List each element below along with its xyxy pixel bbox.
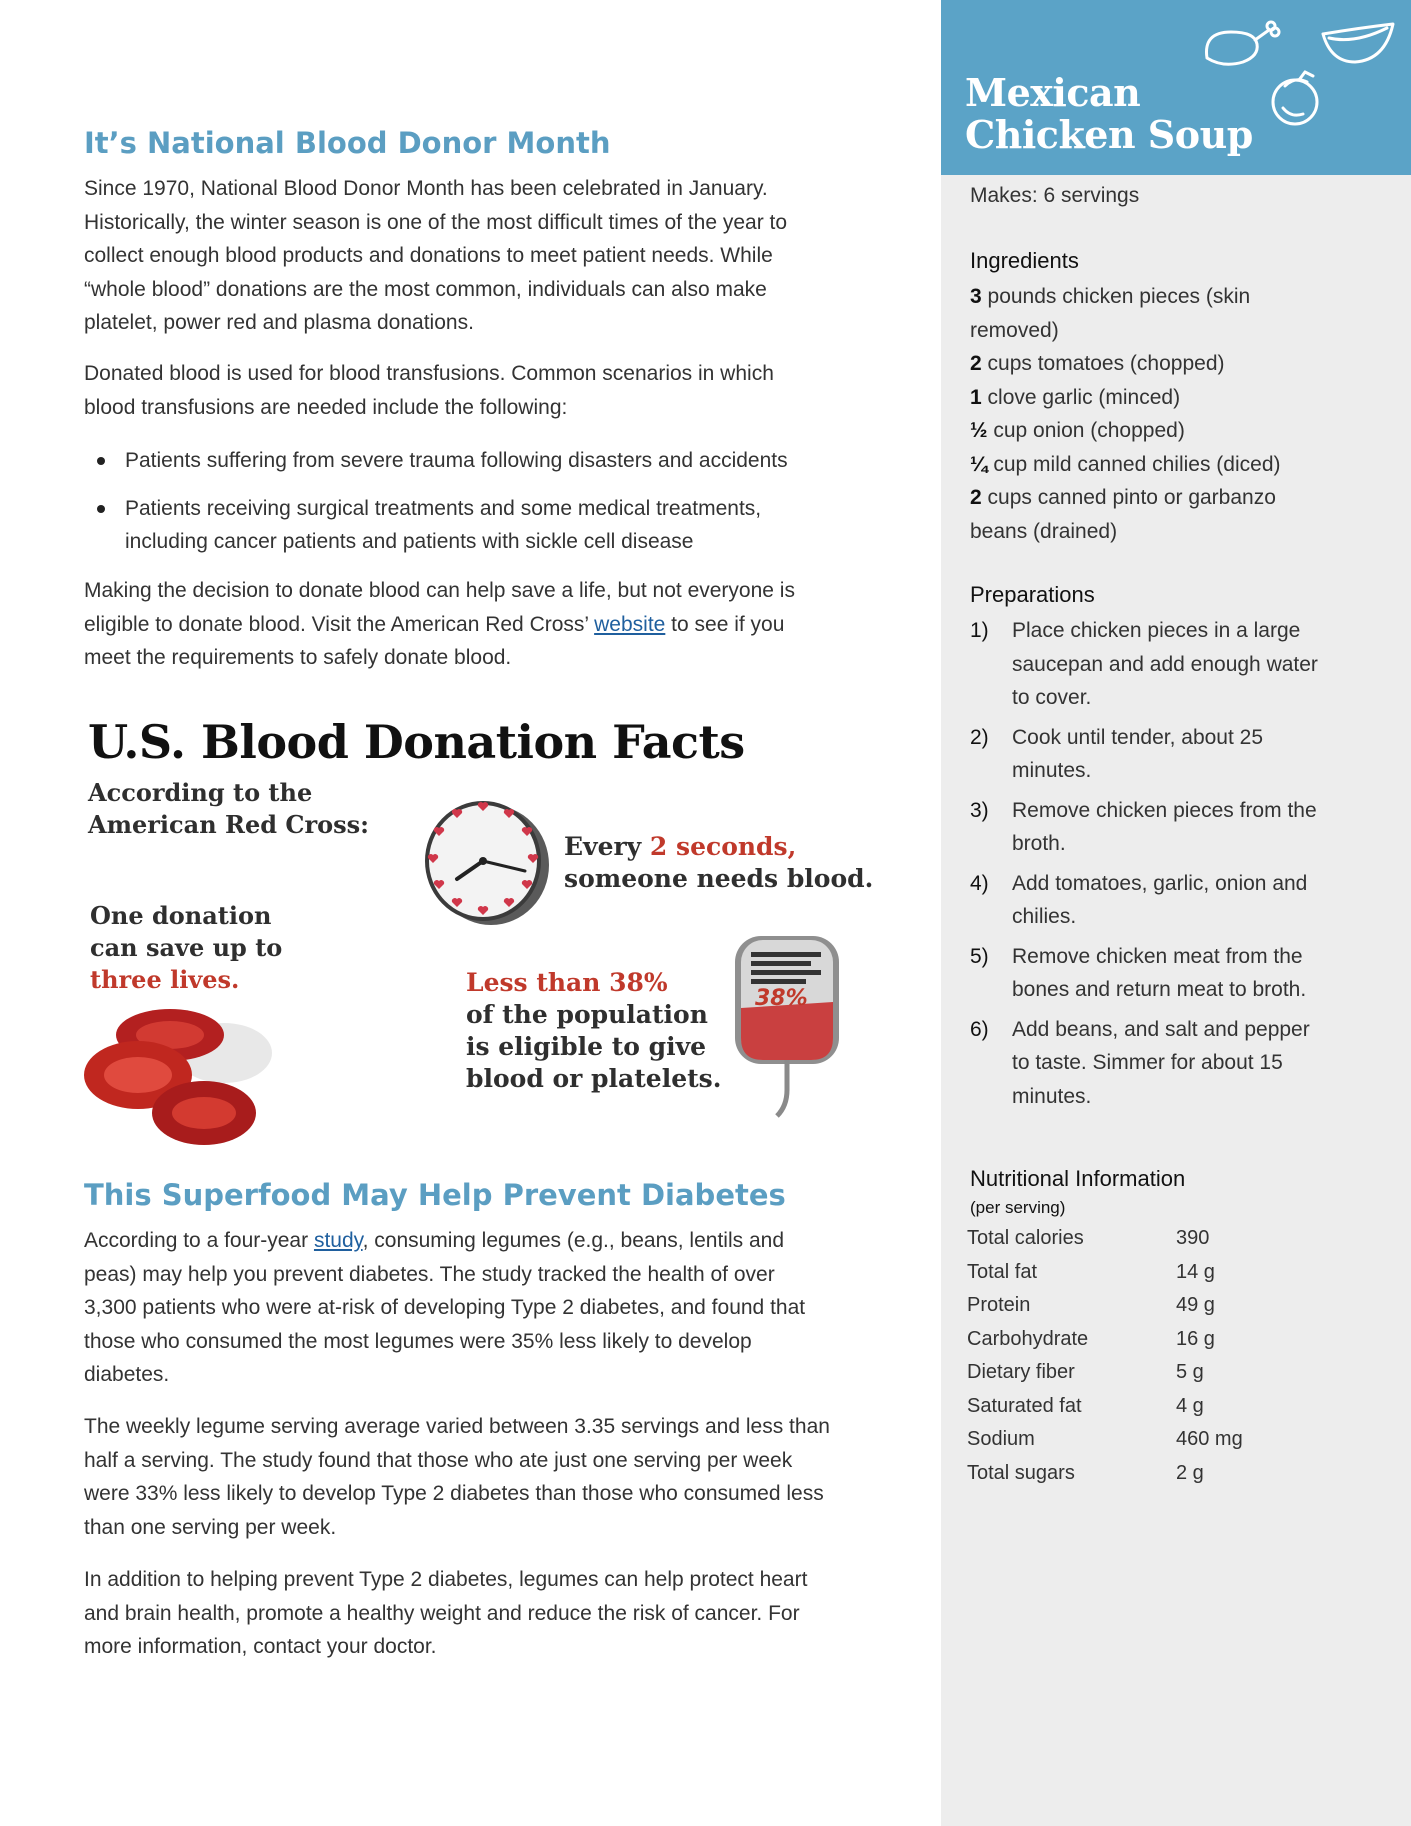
highlight-text: three lives. [90,965,240,994]
step-number: 3) [970,798,989,822]
text-line: collect enough blood products and donations to meet patient needs. While [84,244,773,267]
superfood-heading: This Superfood May Help Prevent Diabetes [84,1178,786,1212]
ingredient-quantity: 2 [970,352,982,375]
nutrient-value: 4 g [1176,1394,1204,1417]
nutrient-label: Dietary fiber [967,1361,1075,1383]
text-line: The weekly legume serving average varied between 3.35 servings and less than [84,1415,830,1438]
text-span: to see if you [665,612,785,636]
ingredients-heading: Ingredients [970,248,1079,273]
fact-every-two-seconds [564,831,873,895]
fact-eligible-population [466,967,721,1095]
recipe-sidebar [941,0,1411,1826]
step-text: Add beans, and salt and pepper [1012,1017,1310,1041]
preparations-heading: Preparations [970,582,1095,607]
list-item [84,444,899,478]
text-line [84,1224,899,1258]
nutrition-heading: Nutritional Information [970,1166,1186,1191]
blood-cells-icon [84,1005,274,1150]
nutrient-value: 2 g [1176,1461,1204,1484]
text-line: Since 1970, National Blood Donor Month has been celebrated in January. [84,177,768,200]
text-line: blood transfusions are needed include the following: [84,395,568,419]
nutrient-value: 390 [1176,1227,1210,1249]
red-cross-website-link[interactable]: website [594,612,666,636]
nutrient-label: Total calories [967,1227,1084,1249]
chicken-icon [1207,22,1280,64]
ingredient-quantity: ¼ [970,452,988,476]
list-item [970,448,1390,482]
blood-donation-infographic [84,705,899,1150]
text-line: “whole blood” donations are the most common, individuals can also make [84,277,767,301]
list-item [970,721,1390,788]
text-line: of the population [466,1000,708,1029]
list-item [970,867,1390,934]
text-line: Chicken Soup [965,112,1253,157]
recipe-title [965,72,1253,156]
nutrient-label: Protein [967,1294,1031,1316]
text-line: In addition to helping prevent Type 2 diabetes, legumes can help protect heart [84,1568,808,1591]
nutrient-value: 14 g [1176,1260,1215,1283]
text-line: According to the [88,778,313,807]
nutrient-value: 49 g [1176,1294,1215,1316]
text-line: Patients receiving surgical treatments and some medical treatments, [125,496,762,520]
text-span: , consuming legumes (e.g., beans, lentils and [362,1229,784,1252]
step-text: to taste. Simmer for about 15 [1012,1051,1283,1074]
nutrient-label: Total sugars [967,1461,1075,1484]
ingredient-text: cup mild canned chilies (diced) [987,452,1281,476]
infographic-intro [88,777,369,841]
bag-percent-label: 38% [755,986,808,1011]
superfood-paragraph-2 [84,1410,899,1544]
text-line: Donated blood is used for blood transfusions. Common scenarios in which [84,362,774,385]
step-number: 6) [970,1017,989,1041]
garlic-icon [1323,24,1393,62]
ingredients-list [970,280,1390,548]
preparation-steps [970,614,1390,1119]
eligibility-paragraph [84,574,899,675]
text-line: Historically, the winter season is one of the most difficult times of the year to [84,210,788,234]
ingredient-quantity: 2 [970,486,982,509]
text-line: platelet, power red and plasma donations. [84,311,474,334]
study-link[interactable]: study [313,1229,363,1252]
text-line: Patients suffering from severe trauma following disasters and accidents [125,449,788,472]
step-text: Cook until tender, about 25 [1012,725,1264,749]
tomato-icon [1273,72,1317,124]
text-line: than one serving per week. [84,1515,337,1539]
ingredient-text: clove garlic (minced) [981,385,1181,409]
ingredient-text: beans (drained) [970,519,1118,543]
list-item [970,347,1390,381]
fact-one-donation [90,900,282,996]
nutrient-label: Saturated fat [967,1394,1082,1417]
step-number: 5) [970,944,989,968]
list-item [970,614,1390,715]
step-text: minutes. [1012,1084,1092,1108]
step-text: bones and return meat to broth. [1012,978,1307,1001]
nutrient-label: Total fat [967,1260,1038,1283]
text-line: Making the decision to donate blood can help save a life, but not everyone is [84,579,795,602]
text-line: 3,300 patients who were at-risk of developing Type 2 diabetes, and found that [84,1296,806,1319]
step-text: chilies. [1012,905,1077,928]
highlight-text: Less than 38% [466,968,668,997]
text-line: half a serving. The study found that those who ate just one serving per week [84,1448,793,1472]
infographic-title: U.S. Blood Donation Facts [88,715,745,769]
table-row [967,1356,1243,1390]
text-line: is eligible to give [466,1032,707,1061]
table-row [967,1289,1243,1323]
ingredient-quantity: ½ [970,419,988,442]
step-text: saucepan and add enough water [1012,652,1318,676]
text-line: including cancer patients and patients with sickle cell disease [125,530,694,553]
text-line: One donation [90,901,272,930]
text-line [84,608,899,642]
ingredient-quantity: 3 [970,285,982,308]
transfusion-paragraph [84,357,894,424]
list-item [970,794,1390,861]
blood-donor-intro-paragraph [84,172,894,340]
text-line: meet the requirements to safely donate blood. [84,646,512,669]
step-text: Add tomatoes, garlic, onion and [1012,871,1308,895]
table-row [967,1222,1243,1256]
text-span: eligible to donate blood. Visit the American Red Cross’ [84,612,595,636]
step-text: Remove chicken pieces from the [1012,798,1317,822]
nutrient-value: 460 mg [1176,1428,1243,1450]
step-number: 2) [970,725,989,749]
ingredient-text: removed) [970,318,1059,342]
text-line: American Red Cross: [88,810,370,839]
step-text: broth. [1012,832,1066,855]
list-item [970,414,1390,448]
list-item [970,481,1390,548]
step-number: 4) [970,871,989,895]
text-line: were 33% less likely to develop Type 2 diabetes than those who consumed less [84,1482,824,1505]
ingredient-quantity: 1 [970,385,982,409]
text-line: can save up to [90,933,283,962]
blood-donor-heading: It’s National Blood Donor Month [84,126,611,160]
text-line: those who consumed the most legumes were 35% less likely to develop [84,1329,752,1353]
superfood-paragraph-3 [84,1563,899,1664]
transfusion-bullet-list [84,444,899,559]
list-item [970,940,1390,1007]
text-line [564,831,873,863]
text-line: more information, contact your doctor. [84,1635,437,1658]
table-row [967,1423,1243,1457]
nutrition-table [967,1222,1243,1490]
recipe-header [941,0,1411,175]
list-item [84,492,899,559]
step-text: minutes. [1012,759,1092,782]
text-line: Mexican [965,70,1141,115]
step-text: to cover. [1012,686,1092,709]
text-span: According to a four-year [84,1229,314,1252]
list-item [970,381,1390,415]
nutrient-value: 16 g [1176,1327,1215,1350]
ingredient-text: cup onion (chopped) [987,419,1185,442]
ingredient-text: cups tomatoes (chopped) [981,352,1225,375]
step-text: Remove chicken meat from the [1012,944,1303,968]
table-row [967,1457,1243,1491]
list-item [970,1013,1390,1114]
ingredient-text: cups canned pinto or garbanzo [981,486,1276,509]
ingredient-text: pounds chicken pieces (skin [981,285,1251,308]
step-number: 1) [970,619,989,642]
servings-text: Makes: 6 servings [970,184,1140,207]
nutrition-subheading: (per serving) [970,1198,1066,1217]
step-text: Place chicken pieces in a large [1012,619,1301,642]
text-line: someone needs blood. [564,864,874,893]
list-item [970,280,1390,347]
text-line: and brain health, promote a healthy weight and reduce the risk of cancer. For [84,1601,800,1625]
highlight-text: 2 seconds, [649,832,797,861]
nutrient-label: Sodium [967,1428,1035,1450]
table-row [967,1390,1243,1424]
clock-icon [419,797,551,929]
text-line: diabetes. [84,1363,170,1386]
blood-bag-icon [729,930,844,1120]
text-line: peas) may help you prevent diabetes. The study tracked the health of over [84,1262,775,1286]
superfood-paragraph-1 [84,1224,899,1392]
text-line: blood or platelets. [466,1064,722,1093]
nutrient-label: Carbohydrate [967,1327,1089,1350]
table-row [967,1256,1243,1290]
nutrient-value: 5 g [1176,1361,1204,1383]
table-row [967,1323,1243,1357]
text-span: Every [564,832,650,861]
